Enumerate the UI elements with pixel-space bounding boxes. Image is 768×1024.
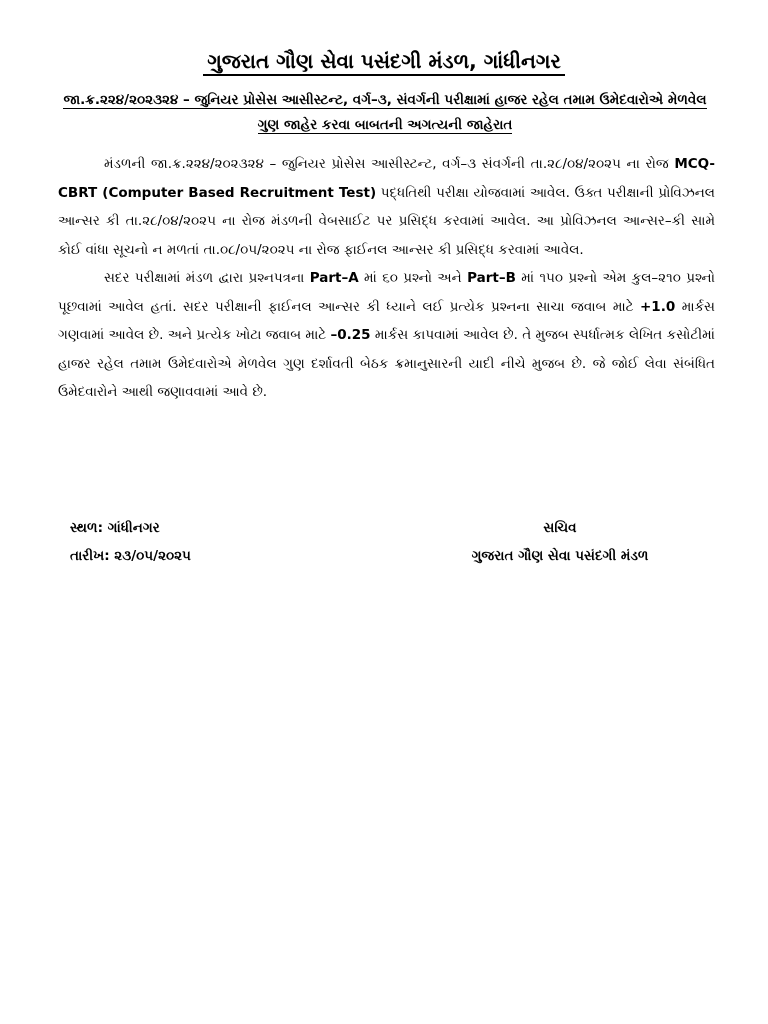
place-line: સ્થળ: ગાંધીનગર: [70, 520, 160, 536]
p2-bold-part-a: Part–A: [309, 270, 359, 286]
paragraph-2: [58, 264, 715, 407]
p2-text-5: માર્કસ કાપવામાં આવેલ છે. તે મુજબ સ્પર્ધાત્મક લેખિત કસોટીમાં હાજર રહેલ તમામ ઉમેદવારોએ મેળવેલ ગુણ દર્શાવતી બેઠક ક્રમાનુસારની યાદી નીચે મુજબ છે. જે જોઈ લેવા સંબંધિત ઉમેદવારોને આથી જણાવવામાં આવે છે.: [58, 327, 715, 400]
notice-subject: [55, 88, 715, 138]
p2-text-4: માર્કસ ગણવામાં આવેલ છે. અને પ્રત્યેક ખોટા જવાબ માટે: [58, 298, 715, 343]
page-title: [0, 46, 768, 76]
p2-text-1: સદર પરીક્ષામાં મંડળ દ્વારા પ્રશ્નપત્રના: [104, 270, 310, 286]
p1-text-2: પદ્ધતિથી પરીક્ષા યોજવામાં આવેલ. ઉક્ત પરીક્ષાની પ્રોવિઝનલ આન્સર કી તા.૨૮/૦૪/૨૦૨૫ ના રોજ મંડળની વેબસાઈટ પર પ્રસિદ્ધ કરવામાં આવેલ. આ પ્રોવિઝનલ આન્સર–કી સામે કોઈ વાંધા સૂચનો ન મળતાં તા.૦૮/૦૫/૨૦૨૫ ના રોજ ફાઈનલ આન્સર કી પ્રસિદ્ધ કરવામાં આવેલ.: [58, 184, 715, 258]
signatory-org: ગુજરાત ગૌણ સેવા પસંદગી મંડળ: [471, 548, 649, 564]
footer-row-2: [70, 542, 690, 570]
p1-bold-exam-mode: MCQ-CBRT (Computer Based Recruitment Test): [58, 156, 715, 201]
p2-text-2: માં ૬૦ પ્રશ્નો અને: [358, 270, 468, 286]
p2-bold-correct-marks: +1.0: [640, 298, 676, 315]
paragraph-1: [58, 150, 715, 264]
p2-text-3: માં ૧૫૦ પ્રશ્નો એમ કુલ–૨૧૦ પ્રશ્નો પૂછવામાં આવેલ હતાં. સદર પરીક્ષાની ફાઈનલ આન્સર કી ધ્યાને લઈ પ્રત્યેક પ્રશ્નના સાચા જવાબ માટે: [58, 270, 715, 315]
footer-row-1: [70, 514, 690, 542]
date-line: તારીખ: ૨૩/૦૫/૨૦૨૫: [70, 548, 191, 564]
signatory-title: સચિવ: [543, 520, 577, 536]
notice-footer: [70, 514, 690, 570]
notice-body: [58, 150, 715, 407]
p1-text-1: મંડળની જા.ક્ર.૨૨૪/૨૦૨૩૨૪ – જુનિયર પ્રોસેસ આસીસ્ટન્ટ, વર્ગ–૩ સંવર્ગની તા.૨૮/૦૪/૨૦૨૫ ના રોજ: [104, 156, 675, 172]
p2-bold-negative-marks: –0.25: [330, 327, 371, 343]
p2-bold-part-b: Part–B: [467, 270, 516, 286]
subject-text: જા.ક્ર.૨૨૪/૨૦૨૩૨૪ – જુનિયર પ્રોસેસ આસીસ્ટન્ટ, વર્ગ–૩, સંવર્ગની પરીક્ષામાં હાજર રહેલ તમામ ઉમેદવારોએ મેળવેલ ગુણ જાહેર કરવા બાબતની અગત્યની જાહેરાત: [63, 92, 707, 133]
title-text: ગુજરાત ગૌણ સેવા પસંદગી મંડળ, ગાંધીનગર: [203, 49, 565, 76]
